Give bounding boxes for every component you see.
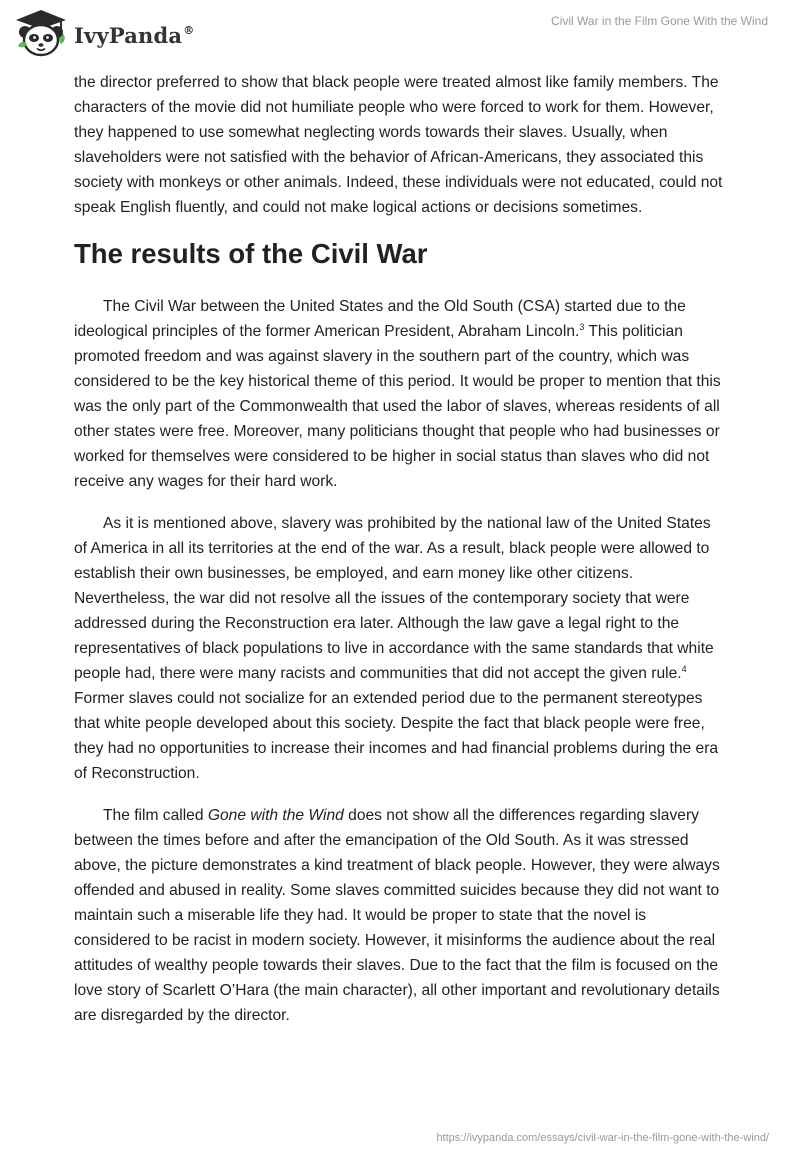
essay-body [74,70,726,1045]
film-title: Gone with the Wind [207,807,344,824]
paragraph-after-war: As it is mentioned above, slavery was prohibited by the national law of the United States of America in all its territories at the end of the war. As a result, black people were allowed to establish their own businesses, be employed, and earn money like other citizens. Nevertheless, the war did not resolve all the issues of the contemporary society that were addressed during the Reconstruction era later. Although the law gave a legal right to the representatives of black populations to live in accordance with the same standards that white people had, there were many racists and communities that did not accept the given rule.$^4$ Former slaves could not socialize for an extended period due to the permanent stereotypes that white people developed about this society. Despite the fact that black people were free, they had no opportunities to increase their incomes and had financial problems during the era of Reconstruction. [74,515,719,782]
footnote-4[interactable]: 4 [681,664,687,674]
paragraph-civil-war-origin: The Civil War between the United States and the Old South (CSA) started due to the ideological principles of the former American President, Abraham Lincoln.$^3$ This politician promoted freedom and was against slavery in the southern part of the country, which was considered to be the key historical theme of this period. It would be proper to mention that this was the only part of the Commonwealth that used the labor of slaves, whereas residents of all other states were free. Moreover, many politicians thought that people who had businesses or worked for themselves were considered to be higher in social status than slaves who did not receive any wages for their hard work. [74,298,721,490]
section-heading: The results of the Civil War [74,238,428,269]
ivypanda-logo[interactable] [14,8,194,58]
footnote-3[interactable]: 3 [579,322,585,332]
brand-name: IvyPanda® [74,22,195,48]
document-title: Civil War in the Film Gone With the Wind [551,14,768,28]
paragraph-intro: the director preferred to show that black people were treated almost like family members. The characters of the movie did not humiliate people who were forced to work for them. However, they happened to use somewhat neglecting words towards their slaves. Usually, when slaveholders were not satisfied with the behavior of African-Americans, they associated this society with monkeys or other animals. Indeed, these individuals were not educated, could not speak English fluently, and could not make logical actions or decisions sometimes. [74,74,723,216]
page-header [0,0,800,64]
source-url[interactable]: https://ivypanda.com/essays/civil-war-in-the-film-gone-with-the-wind/ [436,1132,769,1144]
paragraph-film-analysis: The film called Gone with the Wind does not show all the differences regarding slavery between the times before and after the emancipation of the Old South. As it was stressed above, the picture demonstrates a kind treatment of black people. However, they were always offended and abused in reality. Some slaves committed suicides because they did not want to maintain such a miserable life they had. It would be proper to state that the novel is considered to be racist in modern society. However, it misinforms the audience about the real attitudes of wealthy people towards their slaves. Due to the fact that the film is focused on the love story of Scarlett O’Hara (the main character), all other important and revolutionary details are disregarded by the director. [74,807,720,1024]
panda-graduate-icon [14,8,68,58]
